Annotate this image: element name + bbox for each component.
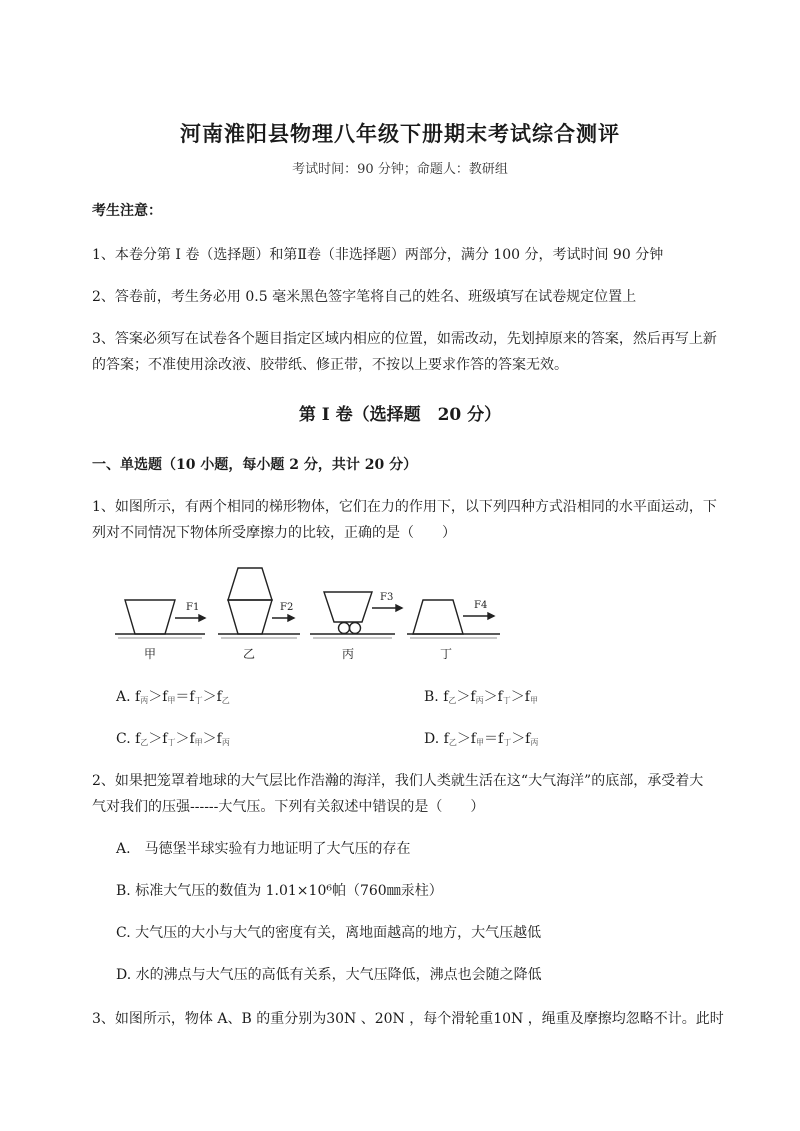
trapezoid-bing (324, 592, 372, 622)
force-label-1: F1 (186, 602, 200, 613)
force-label-3: F3 (380, 592, 394, 603)
arrowhead-4 (488, 613, 494, 619)
figure-label-ding: 丁 (440, 647, 453, 661)
notice-item-3-cont: 的答案；不准使用涂改液、胶带纸、修正带，不按以上要求作答的答案无效。 (92, 357, 568, 373)
trapezoid-yi-top (228, 568, 272, 600)
trapezoid-jia (125, 600, 175, 634)
arrowhead-2 (288, 615, 294, 621)
arrowhead-1 (199, 615, 205, 621)
q1-friction-figure (110, 560, 510, 670)
section-title: 第 I 卷（选择题 20 分） (298, 405, 502, 425)
q2-stem-line2: 气对我们的压强------大气压。下列有关叙述中错误的是（ ） (92, 799, 485, 815)
force-label-4: F4 (474, 600, 488, 611)
figure-label-yi: 乙 (243, 647, 256, 661)
q1-stem-line2: 列对不同情况下物体所受摩擦力的比较，正确的是（ ） (92, 525, 456, 541)
q2-option-a[interactable]: A. 马德堡半球实验有力地证明了大气压的存在 (116, 841, 411, 857)
q1-option-b[interactable]: B. $f_乙>f_丙>f_丁>f_甲$ (424, 689, 538, 705)
q2-option-d[interactable]: D. 水的沸点与大气压的高低有关系，大气压降低，沸点也会随之降低 (116, 967, 542, 983)
notice-item-3: 3、答案必须写在试卷各个题目指定区域内相应的位置，如需改动，先划掉原来的答案，然后再写上新 (92, 331, 717, 347)
q2-option-c[interactable]: C. 大气压的大小与大气的密度有关，离地面越高的地方，大气压越低 (116, 925, 542, 941)
roller-1 (339, 623, 350, 634)
exam-info: 考试时间：90 分钟；命题人：教研组 (292, 162, 508, 177)
page-title: 河南淮阳县物理八年级下册期末考试综合测评 (180, 121, 620, 146)
notice-item-1: 1、本卷分第 I 卷（选择题）和第Ⅱ卷（非选择题）两部分，满分 100 分，考试时间 90 分钟 (92, 247, 664, 263)
q2-option-b[interactable]: B. 标准大气压的数值为 1.01×10⁶帕（760㎜汞柱） (116, 883, 443, 899)
figure-label-jia: 甲 (144, 647, 157, 661)
q1-option-c[interactable]: C. $f_乙>f_丁>f_甲>f_丙$ (116, 731, 230, 747)
q1-stem-line1: 1、如图所示，有两个相同的梯形物体，它们在力的作用下，以下列四种方式沿相同的水平面运动，下 (92, 499, 717, 515)
q2-stem-line1: 2、如果把笼罩着地球的大气层比作浩瀚的海洋，我们人类就生活在这“大气海洋”的底部，承受着大 (92, 773, 704, 789)
force-label-2: F2 (280, 602, 294, 613)
q1-option-a[interactable]: A. $f_丙>f_甲=f_丁>f_乙$ (116, 689, 230, 705)
part-heading: 一、单选题（10 小题，每小题 2 分，共计 20 分） (92, 457, 418, 473)
roller-2 (350, 623, 361, 634)
trapezoid-yi-bottom (228, 600, 272, 634)
notice-item-2: 2、答卷前，考生务必用 0.5 毫米黑色签字笔将自己的姓名、班级填写在试卷规定位置上 (92, 289, 637, 305)
figure-label-bing: 丙 (342, 647, 355, 661)
arrowhead-3 (396, 605, 402, 611)
trapezoid-ding (413, 600, 463, 634)
q1-option-d[interactable]: D. $f_乙>f_甲=f_丁>f_丙$ (424, 731, 539, 747)
notice-heading: 考生注意： (92, 203, 162, 219)
q3-stem-line1: 3、如图所示，物体 A、B 的重分别为30N 、20N ，每个滑轮重10N ，绳重及摩擦均忽略不计。此时 (92, 1011, 724, 1027)
